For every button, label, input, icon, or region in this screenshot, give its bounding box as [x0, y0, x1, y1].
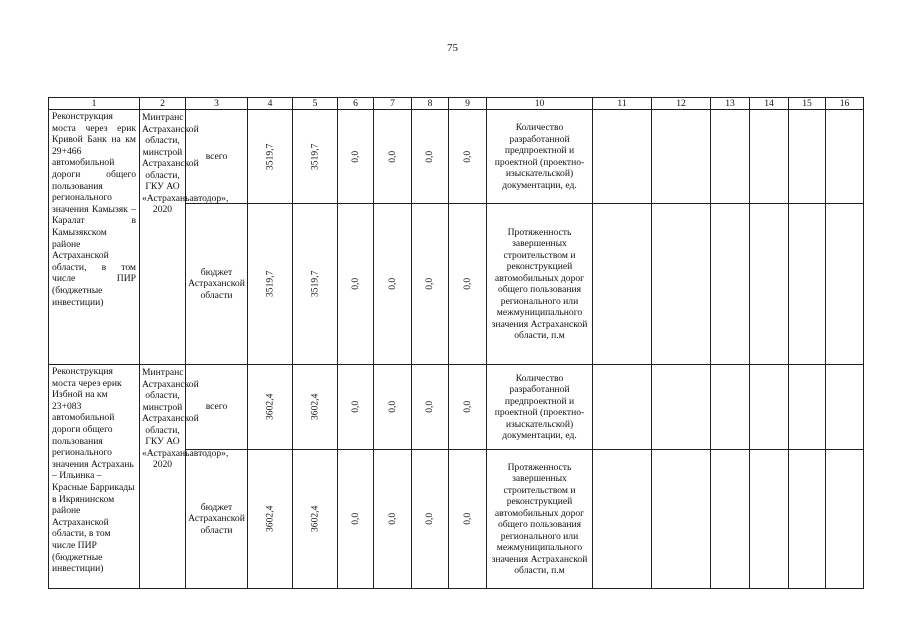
empty-cell [750, 365, 789, 450]
indicator-cell: Протяженность завершенных строительством и реконструкцией автомобильных дорог общего пользования регионального или межмуниципального значения Астраханской области, п.м [487, 450, 593, 589]
value-cell [449, 365, 487, 450]
value-cell [412, 365, 449, 450]
value-cell [449, 110, 487, 204]
value-text: 0,0 [386, 401, 398, 413]
value-text: 3519,7 [309, 270, 321, 298]
empty-cell [789, 450, 826, 589]
indicator-cell: Протяженность завершенных строительством и реконструкцией автомобильных дорог общего пользования регионального или межмуниципального значения Астраханской области, п.м [487, 204, 593, 365]
column-header: 15 [789, 98, 826, 110]
value-cell [248, 110, 293, 204]
column-header: 12 [652, 98, 711, 110]
page-number: 75 [447, 42, 458, 54]
column-header: 13 [711, 98, 750, 110]
value-cell [338, 365, 374, 450]
empty-cell [652, 204, 711, 365]
object-description: Реконструкция моста через ерик Избной на км 23+083 автомобильной дороги общего пользования регионального значения Астрахань – Ильинка – Красные Баррикады в Икрянинском районе Астраханской области, в том числе ПИР (бюджетные инвестиции) [49, 365, 140, 589]
value-cell [412, 204, 449, 365]
table-row [49, 110, 864, 204]
funding-source: бюджет Астраханской области [186, 204, 248, 365]
value-cell [338, 204, 374, 365]
funding-source: бюджет Астраханской области [186, 450, 248, 589]
value-cell [338, 450, 374, 589]
column-header: 1 [49, 98, 140, 110]
column-header: 3 [186, 98, 248, 110]
empty-cell [711, 110, 750, 204]
value-text: 3602,4 [309, 505, 321, 533]
empty-cell [826, 110, 864, 204]
program-table [48, 97, 864, 589]
column-header: 10 [487, 98, 593, 110]
empty-cell [826, 450, 864, 589]
empty-cell [711, 365, 750, 450]
value-cell [248, 450, 293, 589]
value-cell [248, 204, 293, 365]
column-header: 6 [338, 98, 374, 110]
value-cell [374, 365, 412, 450]
value-text: 0,0 [461, 401, 473, 413]
executor-cell: Минтранс Астраханской области, минстрой Астраханской области, ГКУ АО «Астраханьавтодор», 2020 [140, 110, 186, 365]
value-text: 3519,7 [309, 143, 321, 170]
empty-cell [593, 110, 652, 204]
column-header: 16 [826, 98, 864, 110]
value-text: 3602,4 [264, 393, 276, 421]
empty-cell [789, 204, 826, 365]
column-header: 14 [750, 98, 789, 110]
value-text: 0,0 [386, 513, 398, 525]
empty-cell [652, 365, 711, 450]
value-cell [293, 110, 338, 204]
value-cell [412, 450, 449, 589]
empty-cell [750, 204, 789, 365]
empty-cell [593, 450, 652, 589]
value-cell [293, 204, 338, 365]
empty-cell [789, 110, 826, 204]
funding-source: всего [186, 110, 248, 204]
empty-cell [789, 365, 826, 450]
value-text: 0,0 [424, 150, 436, 163]
empty-cell [652, 450, 711, 589]
empty-cell [826, 204, 864, 365]
empty-cell [750, 110, 789, 204]
value-cell [248, 365, 293, 450]
value-cell [338, 110, 374, 204]
executor-cell: Минтранс Астраханской области, минстрой Астраханской области, ГКУ АО «Астраханьавтодор», 2020 [140, 365, 186, 589]
value-text: 0,0 [424, 513, 436, 525]
empty-cell [593, 204, 652, 365]
column-header: 11 [593, 98, 652, 110]
empty-cell [711, 204, 750, 365]
empty-cell [593, 365, 652, 450]
funding-source: всего [186, 365, 248, 450]
table-row [49, 365, 864, 450]
column-header: 8 [412, 98, 449, 110]
value-cell [412, 110, 449, 204]
empty-cell [826, 365, 864, 450]
column-header: 7 [374, 98, 412, 110]
column-number-row [49, 98, 864, 110]
value-cell [374, 450, 412, 589]
value-text: 0,0 [461, 150, 473, 163]
column-header: 2 [140, 98, 186, 110]
value-text: 3602,4 [264, 505, 276, 533]
value-text: 3519,7 [264, 143, 276, 170]
value-text: 0,0 [349, 401, 361, 413]
empty-cell [652, 110, 711, 204]
value-text: 3602,4 [309, 393, 321, 421]
column-header: 9 [449, 98, 487, 110]
value-cell [449, 204, 487, 365]
value-cell [374, 204, 412, 365]
empty-cell [711, 450, 750, 589]
value-text: 0,0 [461, 278, 473, 290]
value-cell [449, 450, 487, 589]
empty-cell [750, 450, 789, 589]
value-text: 0,0 [461, 513, 473, 525]
column-header: 5 [293, 98, 338, 110]
value-text: 0,0 [424, 401, 436, 413]
value-cell [293, 450, 338, 589]
value-text: 0,0 [349, 278, 361, 290]
value-text: 0,0 [424, 278, 436, 290]
value-text: 0,0 [386, 278, 398, 290]
indicator-cell: Количество разработанной предпроектной и проектной (проектно-изыскательской) документации, ед. [487, 110, 593, 204]
column-header: 4 [248, 98, 293, 110]
value-text: 0,0 [349, 150, 361, 163]
indicator-cell: Количество разработанной предпроектной и проектной (проектно-изыскательской) документации, ед. [487, 365, 593, 450]
value-cell [374, 110, 412, 204]
value-text: 0,0 [386, 150, 398, 163]
object-description: Реконструкция моста через ерик Кривой Банк на км 29+466 автомобильной дороги общего пользования регионального значения Камызяк – Каралат в Камызякском районе Астраханской области, в том числе ПИР (бюджетные инвестиции) [49, 110, 140, 365]
value-text: 3519,7 [264, 270, 276, 298]
value-cell [293, 365, 338, 450]
value-text: 0,0 [349, 513, 361, 525]
